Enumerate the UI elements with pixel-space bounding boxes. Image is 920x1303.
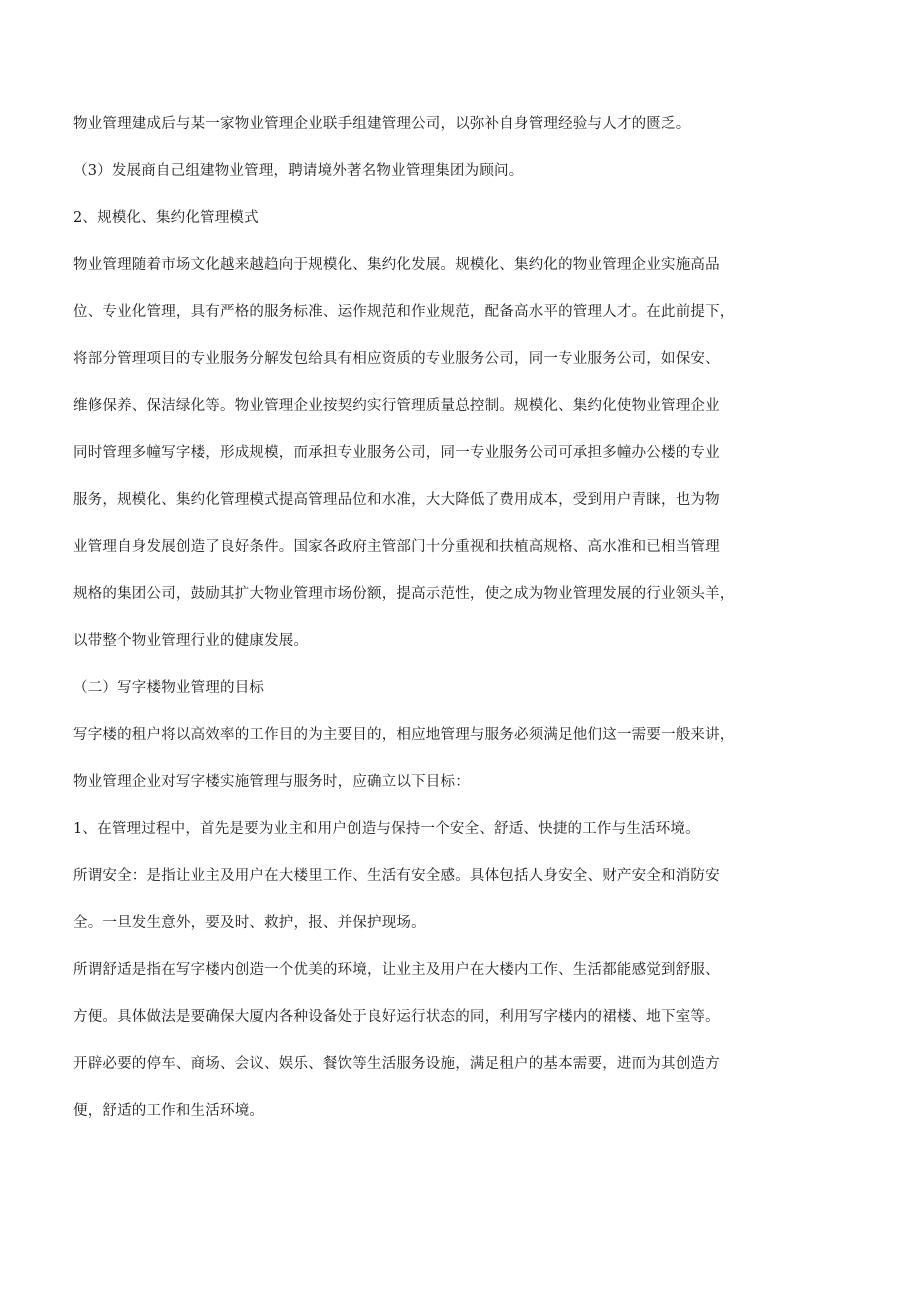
section-heading: （二）写字楼物业管理的目标: [73, 680, 265, 696]
section-heading: 2、规模化、集约化管理模式: [73, 210, 259, 226]
paragraph-line: 1、在管理过程中，首先是要为业主和用户创造与保持一个安全、舒适、快捷的工作与生活环境。: [73, 821, 700, 837]
paragraph-line: 同时管理多幢写字楼，形成规模，而承担专业服务公司，同一专业服务公司可承担多幢办公楼的专业: [73, 445, 720, 461]
paragraph-line: 所谓舒适是指在写字楼内创造一个优美的环境，让业主及用户在大楼内工作、生活都能感觉到舒服、: [73, 962, 720, 978]
paragraph-line: （3）发展商自己组建物业管理，聘请境外著名物业管理集团为顾问。: [73, 163, 524, 179]
paragraph-line: 业管理自身发展创造了良好条件。国家各政府主管部门十分重视和扶植高规格、高水准和已相当管理: [73, 539, 720, 555]
paragraph-line: 便，舒适的工作和生活环境。: [73, 1103, 265, 1119]
paragraph-line: 规格的集团公司，鼓励其扩大物业管理市场份额，提高示范性，使之成为物业管理发展的行业领头羊，: [73, 586, 735, 602]
paragraph-line: 位、专业化管理，具有严格的服务标准、运作规范和作业规范，配备高水平的管理人才。在此前提下，: [73, 304, 735, 320]
paragraph-line: 将部分管理项目的专业服务分解发包给具有相应资质的专业服务公司，同一专业服务公司，如保安、: [73, 351, 720, 367]
paragraph-line: 写字楼的租户将以高效率的工作目的为主要目的，相应地管理与服务必须满足他们这一需要一般来讲，: [73, 727, 735, 743]
paragraph-line: 维修保养、保洁绿化等。物业管理企业按契约实行管理质量总控制。规模化、集约化使物业管理企业: [73, 398, 720, 414]
paragraph-line: 物业管理随着市场文化越来越趋向于规模化、集约化发展。规模化、集约化的物业管理企业实施高品: [73, 257, 720, 273]
paragraph-line: 全。一旦发生意外，要及时、救护，报、并保护现场。: [73, 915, 426, 931]
paragraph-line: 以带整个物业管理行业的健康发展。: [73, 633, 309, 649]
paragraph-line: 物业管理企业对写字楼实施管理与服务时，应确立以下目标：: [73, 774, 470, 790]
paragraph-line: 所谓安全：是指让业主及用户在大楼里工作、生活有安全感。具体包括人身安全、财产安全和消防安: [73, 868, 720, 884]
paragraph-line: 物业管理建成后与某一家物业管理企业联手组建管理公司，以弥补自身管理经验与人才的匮乏。: [73, 116, 691, 132]
paragraph-line: 方便。具体做法是要确保大厦内各种设备处于良好运行状态的同，利用写字楼内的裙楼、地下室等。: [73, 1009, 720, 1025]
paragraph-line: 服务，规模化、集约化管理模式提高管理品位和水准，大大降低了费用成本，受到用户青睐，也为物: [73, 492, 720, 508]
paragraph-line: 开辟必要的停车、商场、会议、娱乐、餐饮等生活服务设施，满足租户的基本需要，进而为其创造方: [73, 1056, 720, 1072]
